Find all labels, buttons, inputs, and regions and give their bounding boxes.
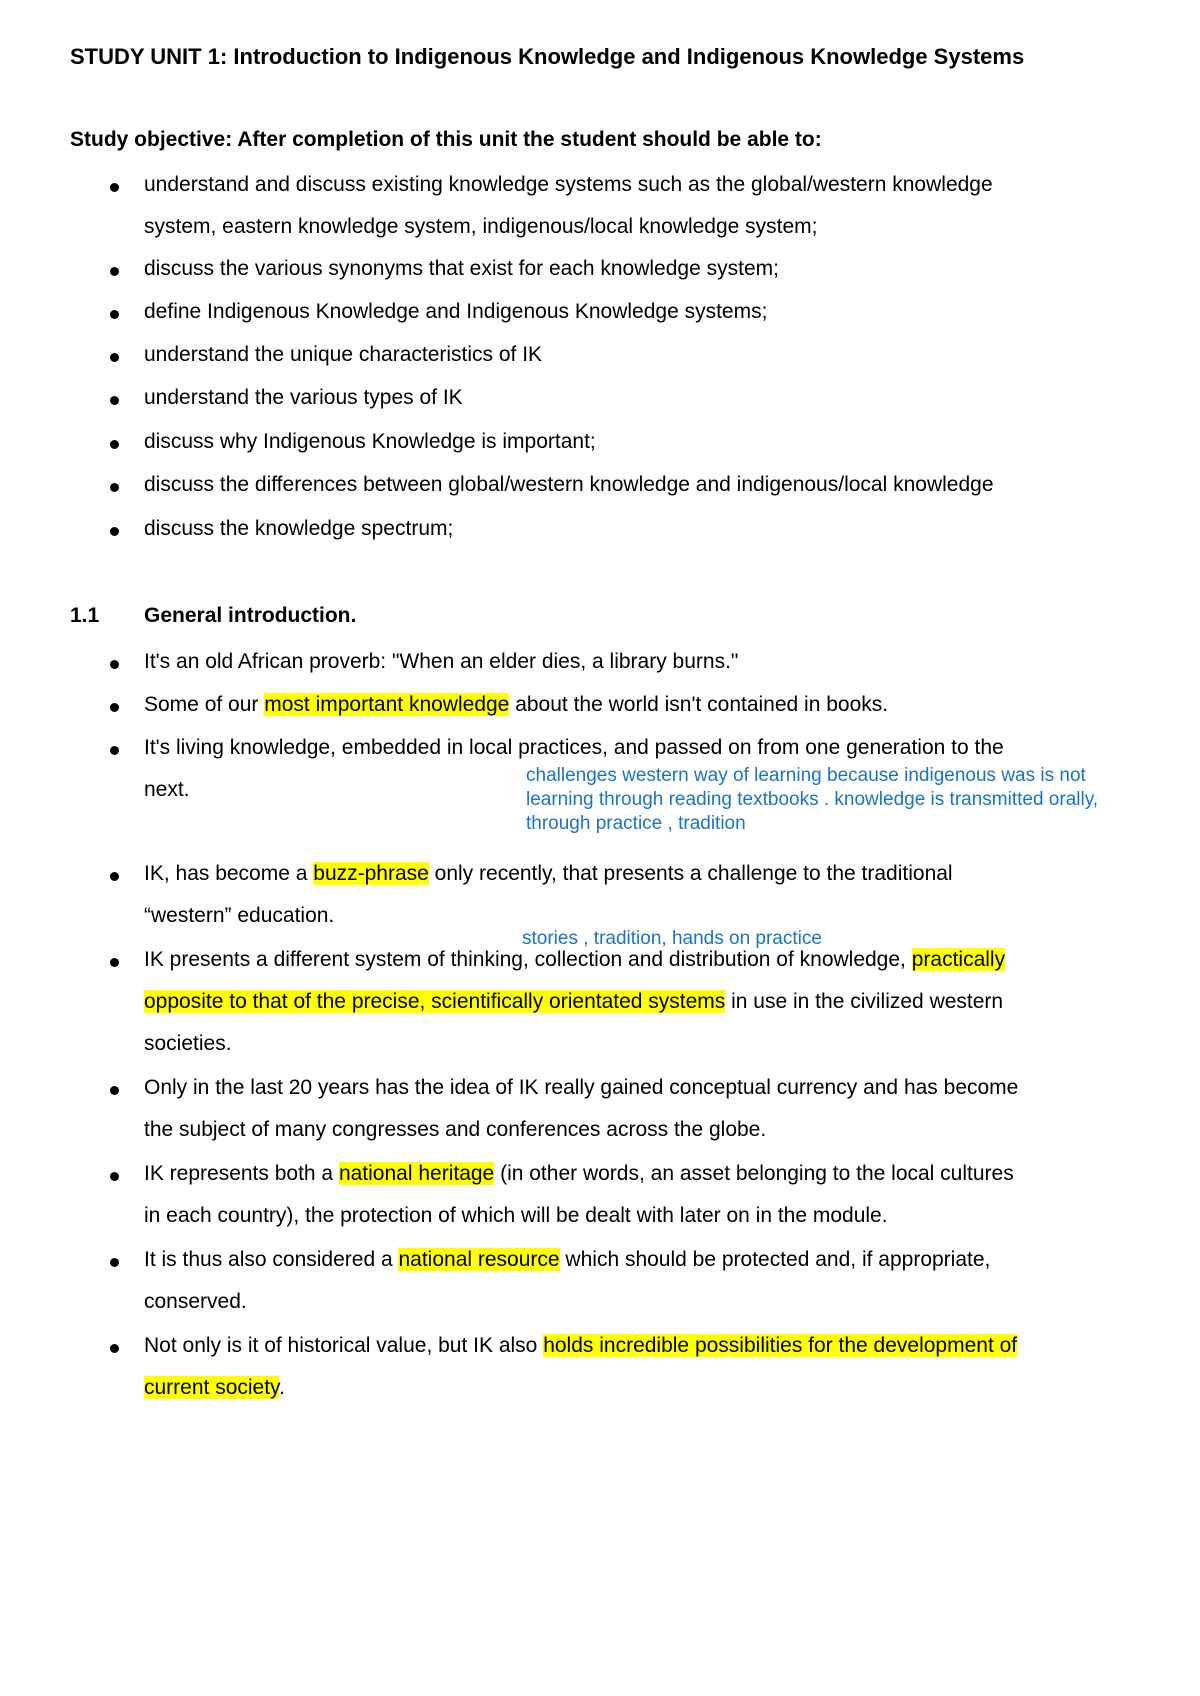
bullet	[110, 958, 119, 967]
objective-item: discuss the various synonyms that exist for each knowledge system;	[144, 257, 779, 280]
bullet	[110, 660, 119, 669]
intro-item-continued: in each country), the protection of which will be dealt with later on in the module.	[144, 1204, 888, 1227]
annotation-note: stories , tradition, hands on practice	[522, 928, 822, 949]
objective-item-continued: system, eastern knowledge system, indigenous/local knowledge system;	[144, 215, 818, 238]
intro-item: IK represents both a national heritage (in other words, an asset belonging to the local cultures	[144, 1162, 1014, 1185]
highlight: current society	[144, 1376, 279, 1399]
intro-item-continued: current society.	[144, 1376, 285, 1399]
objective-item: discuss the differences between global/western knowledge and indigenous/local knowledge	[144, 473, 994, 496]
section-title: General introduction.	[144, 604, 357, 627]
section-heading	[70, 604, 356, 628]
bullet	[110, 1172, 119, 1181]
objective-item: discuss why Indigenous Knowledge is important;	[144, 430, 596, 453]
bullet	[110, 267, 119, 276]
section-number: 1.1	[70, 604, 100, 627]
objective-item: define Indigenous Knowledge and Indigenous Knowledge systems;	[144, 300, 768, 323]
highlight: national resource	[398, 1248, 560, 1271]
objective-item: understand and discuss existing knowledge systems such as the global/western knowledge	[144, 173, 993, 196]
bullet	[110, 527, 119, 536]
bullet	[110, 396, 119, 405]
intro-item: Some of our most important knowledge about the world isn't contained in books.	[144, 693, 889, 716]
intro-item: It's living knowledge, embedded in local practices, and passed on from one generation to the	[144, 736, 1004, 759]
highlight: buzz-phrase	[313, 862, 429, 885]
intro-item-continued: societies.	[144, 1032, 232, 1055]
bullet	[110, 1258, 119, 1267]
bullet	[110, 1344, 119, 1353]
bullet	[110, 483, 119, 492]
objective-item: understand the unique characteristics of IK	[144, 343, 543, 366]
unit-title: STUDY UNIT 1: Introduction to Indigenous Knowledge and Indigenous Knowledge Systems	[70, 44, 1025, 69]
intro-item-continued: next.	[144, 778, 190, 801]
highlight: holds incredible possibilities for the development of	[543, 1334, 1018, 1357]
intro-item: It's an old African proverb: "When an elder dies, a library burns."	[144, 650, 739, 673]
bullet	[110, 353, 119, 362]
intro-item: Only in the last 20 years has the idea of IK really gained conceptual currency and has become	[144, 1076, 1019, 1099]
intro-item: IK presents a different system of thinking, collection and distribution of knowledge, practically	[144, 948, 1006, 971]
intro-item: IK, has become a buzz-phrase only recently, that presents a challenge to the traditional	[144, 862, 953, 885]
intro-item-continued: conserved.	[144, 1290, 247, 1313]
intro-item-continued: “western” education.	[144, 904, 335, 927]
study-objective: Study objective: After completion of this unit the student should be able to:	[70, 128, 822, 151]
bullet	[110, 1086, 119, 1095]
intro-item: It is thus also considered a national resource which should be protected and, if appropriate,	[144, 1248, 991, 1271]
highlight: practically	[911, 948, 1006, 971]
bullet	[110, 310, 119, 319]
intro-item-continued: opposite to that of the precise, scientifically orientated systems in use in the civilized western	[144, 990, 1004, 1013]
bullet	[110, 183, 119, 192]
intro-item: Not only is it of historical value, but IK also holds incredible possibilities for the development of	[144, 1334, 1018, 1357]
bullet	[110, 703, 119, 712]
objective-item: understand the various types of IK	[144, 386, 463, 409]
objective-item: discuss the knowledge spectrum;	[144, 517, 454, 540]
highlight: opposite to that of the precise, scientifically orientated systems	[144, 990, 726, 1013]
annotation-note: challenges western way of learning because indigenous was is not learning through reading textbooks . knowledge is transmitted orally, through practice , tradition	[526, 765, 1099, 834]
bullet	[110, 440, 119, 449]
bullet	[110, 872, 119, 881]
highlight: most important knowledge	[264, 693, 510, 716]
highlight: national heritage	[338, 1162, 495, 1185]
bullet	[110, 746, 119, 755]
intro-item-continued: the subject of many congresses and conferences across the globe.	[144, 1118, 767, 1141]
